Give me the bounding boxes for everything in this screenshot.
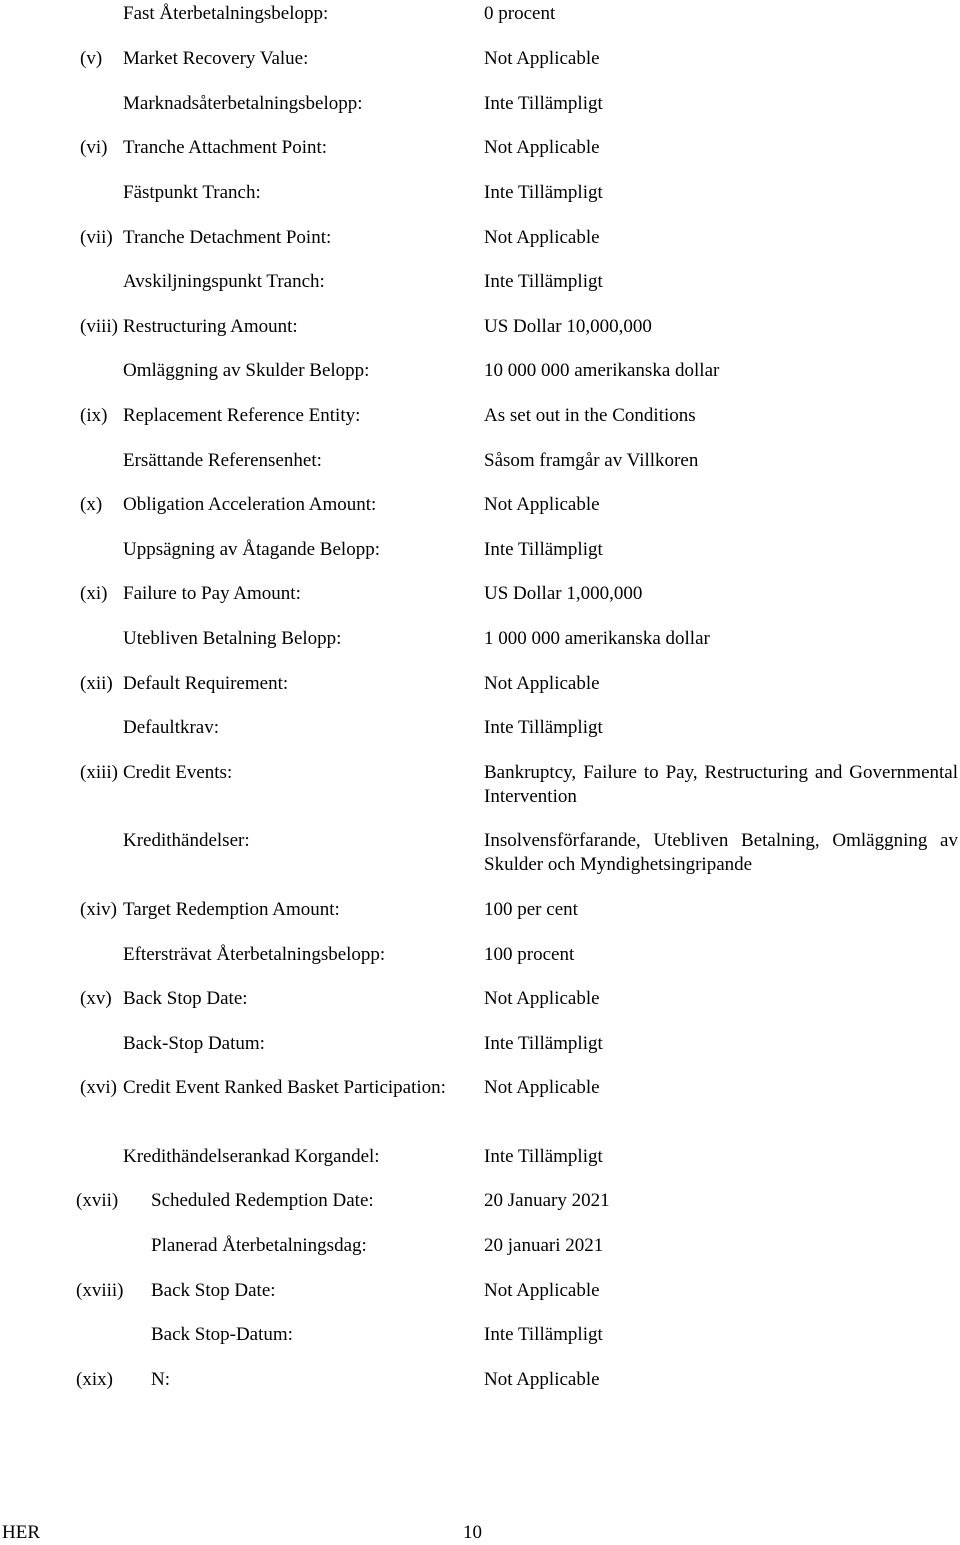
field-label: Fast Återbetalningsbelopp: [123, 3, 329, 24]
item-number: (vi) [80, 137, 108, 158]
field-value: 20 January 2021 [484, 1190, 610, 1211]
field-value: 100 per cent [484, 899, 578, 920]
item-number: (xix) [76, 1369, 113, 1390]
field-value: Not Applicable [484, 1077, 600, 1098]
field-value: 10 000 000 amerikanska dollar [484, 360, 720, 381]
field-label: Utebliven Betalning Belopp: [123, 628, 342, 649]
field-label: Failure to Pay Amount: [123, 583, 301, 604]
field-value: Not Applicable [484, 1369, 600, 1390]
footer-code: HER [2, 1522, 40, 1543]
field-label: Kredithändelser: [123, 830, 250, 851]
field-label: Restructuring Amount: [123, 316, 298, 337]
field-label: Fästpunkt Tranch: [123, 182, 261, 203]
field-value: Insolvensförfarande, Utebliven Betalning, Omläggning av Skulder och Myndighetsingripande [484, 830, 958, 875]
field-value: Not Applicable [484, 137, 600, 158]
field-value: 20 januari 2021 [484, 1235, 604, 1256]
field-label: Eftersträvat Återbetalningsbelopp: [123, 944, 386, 965]
field-value: As set out in the Conditions [484, 405, 696, 426]
field-value: Bankruptcy, Failure to Pay, Restructuring and Governmental Intervention [484, 762, 958, 807]
field-value: Not Applicable [484, 673, 600, 694]
field-value: Not Applicable [484, 48, 600, 69]
field-label: Omläggning av Skulder Belopp: [123, 360, 370, 381]
field-label: Tranche Detachment Point: [123, 227, 332, 248]
item-number: (ix) [80, 405, 108, 426]
field-value: Inte Tillämpligt [484, 1324, 603, 1345]
field-label: Back Stop-Datum: [151, 1324, 293, 1345]
field-value: Inte Tillämpligt [484, 539, 603, 560]
item-number: (xi) [80, 583, 108, 604]
field-label: Replacement Reference Entity: [123, 405, 361, 426]
field-value: Inte Tillämpligt [484, 271, 603, 292]
field-value: 100 procent [484, 944, 575, 965]
field-label: Ersättande Referensenhet: [123, 450, 322, 471]
field-label: Scheduled Redemption Date: [151, 1190, 374, 1211]
field-label: Kredithändelserankad Korgandel: [123, 1146, 380, 1167]
field-label: Market Recovery Value: [123, 48, 309, 69]
item-number: (xii) [80, 673, 113, 694]
field-label: Back Stop Date: [123, 988, 248, 1009]
item-number: (viii) [80, 316, 118, 337]
field-value: US Dollar 10,000,000 [484, 316, 652, 337]
item-number: (xv) [80, 988, 112, 1009]
field-label: Tranche Attachment Point: [123, 137, 328, 158]
item-number: (xiii) [80, 762, 118, 783]
field-value: Såsom framgår av Villkoren [484, 450, 699, 471]
item-number: (x) [80, 494, 103, 515]
field-label: Default Requirement: [123, 673, 289, 694]
field-label: Planerad Återbetalningsdag: [151, 1235, 367, 1256]
field-value: Not Applicable [484, 494, 600, 515]
field-label: Target Redemption Amount: [123, 899, 340, 920]
field-value: Inte Tillämpligt [484, 182, 603, 203]
field-label: Credit Events: [123, 762, 233, 783]
item-number: (xvi) [80, 1077, 117, 1098]
field-value: Not Applicable [484, 227, 600, 248]
field-label: N: [151, 1369, 170, 1390]
field-value: Inte Tillämpligt [484, 93, 603, 114]
field-value: Inte Tillämpligt [484, 1033, 603, 1054]
item-number: (xiv) [80, 899, 117, 920]
field-label: Uppsägning av Åtagande Belopp: [123, 539, 380, 560]
field-value: Not Applicable [484, 1280, 600, 1301]
item-number: (v) [80, 48, 103, 69]
field-value: 1 000 000 amerikanska dollar [484, 628, 710, 649]
field-label: Marknadsåterbetalningsbelopp: [123, 93, 363, 114]
field-label: Back-Stop Datum: [123, 1033, 265, 1054]
field-value: 0 procent [484, 3, 556, 24]
item-number: (xvii) [76, 1190, 119, 1211]
field-value: Not Applicable [484, 988, 600, 1009]
field-label: Avskiljningspunkt Tranch: [123, 271, 325, 292]
item-number: (vii) [80, 227, 113, 248]
page-number: 10 [463, 1522, 482, 1543]
field-label: Credit Event Ranked Basket Participation: [123, 1077, 446, 1098]
field-value: Inte Tillämpligt [484, 1146, 603, 1167]
field-label: Obligation Acceleration Amount: [123, 494, 377, 515]
field-label: Defaultkrav: [123, 717, 220, 738]
field-value: Inte Tillämpligt [484, 717, 603, 738]
item-number: (xviii) [76, 1280, 124, 1301]
field-label: Back Stop Date: [151, 1280, 276, 1301]
field-value: US Dollar 1,000,000 [484, 583, 643, 604]
